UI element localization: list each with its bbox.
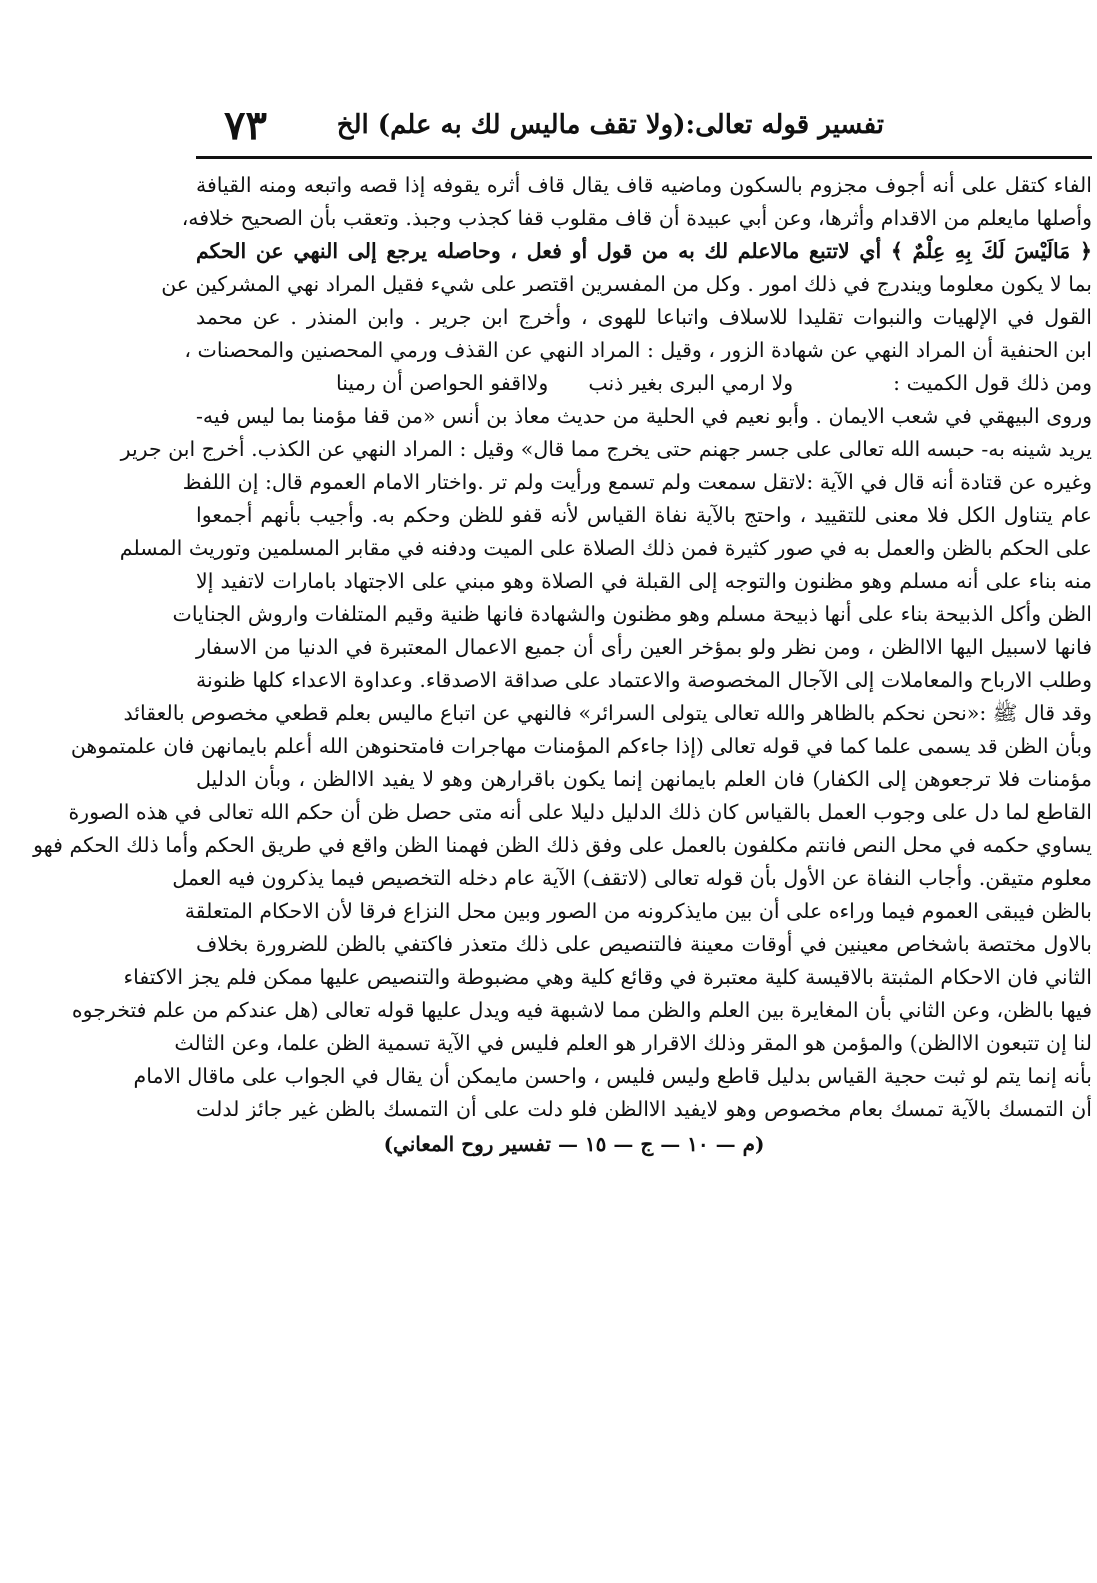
text-line: منه بناء على أنه مسلم وهو مظنون والتوجه إلى القبلة في الصلاة وهو مبني على الاجتهاد بامارات لاتفيد إلا [196, 569, 1092, 593]
text-line: وبأن الظن قد يسمى علما كما في قوله تعالى (إذا جاءكم المؤمنات مهاجرات فامتحنوهن الله أعلم بايمانهن فان علمتموهن [70, 734, 1092, 758]
text-line: الثاني فان الاحكام المثبتة بالاقيسة كلية معتبرة في وقائع كلية وهي مضبوطة والتنصيص عليها ممكن فلم يجز الاكتفاء [123, 965, 1092, 989]
text-line: مؤمنات فلا ترجعوهن إلى الكفار) فان العلم بايمانهن إنما يكون باقرارهن وهو لا يفيد الاالظن ، وبأن الدليل [196, 767, 1092, 791]
header-rule [196, 156, 1092, 159]
page-number: ٧٣ [224, 102, 267, 149]
text-line: القاطع لما دل على وجوب العمل بالقياس كان ذلك الدليل دليلا على أنه متى حصل ظن أن حكم الله تعالى في هذه الصورة [68, 800, 1092, 824]
text-line: القول في الإلهيات والنبوات تقليدا للاسلاف واتباعا للهوى ، وأخرج ابن جرير . وابن المنذر . عن محمد [196, 305, 1092, 329]
poem-hemistich-2: ولااقفو الحواصن أن رمينا [336, 371, 549, 395]
text-line: أن التمسك بالآية تمسك بعام مخصوص وهو لايفيد الاالظن فلو دلت على أن التمسك بالظن غير جائز لدلت [196, 1097, 1092, 1121]
text-line: ﴿ مَالَيْسَ لَكَ بِهِ عِلْمٌ ﴾ أي لاتتبع مالاعلم لك به من قول أو فعل ، وحاصله يرجع إلى النهي عن الحكم [196, 239, 1092, 263]
text-line: عام يتناول الكل فلا معنى للتقييد ، واحتج بالآية نفاة القياس لأنه قفو للظن وحكم به. وأجيب بأنهم أجمعوا [196, 503, 1092, 527]
text-line: يريد شينه به- حبسه الله تعالى على جسر جهنم حتى يخرج مما قال» وقيل : المراد النهي عن الكذب. أخرج ابن جرير [120, 437, 1092, 461]
signature-line: (م — ١٠ — ج — ١٥ — تفسير روح المعاني) [383, 1132, 765, 1156]
text-line: وغيره عن قتادة أنه قال في الآية :لاتقل سمعت ولم تسمع ورأيت ولم تر .واختار الامام العموم قال: إن اللفظ [182, 470, 1092, 494]
running-title: تفسير قوله تعالى:(ولا تقف ماليس لك به علم) الخ [336, 110, 884, 140]
body-text-2 [33, 400, 1092, 1126]
poem-intro: ومن ذلك قول الكميت : [893, 371, 1092, 395]
text-line: يساوي حكمه في محل النص فانتم مكلفون بالعمل على وفق ذلك الظن فهمنا الظن واقع في طريق الحكم وأما ذلك الحكم فهو [33, 833, 1092, 857]
body-text-1 [161, 169, 1092, 367]
text-line: وروى البيهقي في شعب الايمان . وأبو نعيم في الحلية من حديث معاذ بن أنس «من قفا مؤمنا بما ليس فيه- [196, 404, 1092, 428]
page [33, 100, 1092, 1156]
text-line: معلوم متيقن. وأجاب النفاة عن الأول بأن قوله تعالى (لاتقف) الآية عام دخله التخصيص فيما يذكرون فيه العمل [172, 866, 1092, 890]
text-line: فيها بالظن، وعن الثاني بأن المغايرة بين العلم والظن مما لاشبهة فيه ويدل عليها قوله تعالى (هل عندكم من علم فتخرجوه [71, 998, 1092, 1022]
text-line: وطلب الارباح والمعاملات إلى الآجال المخصوصة والاعتماد على صداقة الاصدقاء. وعداوة الاعداء كلها ظنونة [196, 668, 1092, 692]
text-line: فانها لاسبيل اليها الاالظن ، ومن نظر ولو بمؤخر العين رأى أن جميع الاعمال المعتبرة في الدنيا من الاسفار [196, 635, 1092, 659]
text-line: الفاء كتقل على أنه أجوف مجزوم بالسكون وماضيه قاف يقال قاف أثره يقوفه إذا قصه واتبعه ومنه القيافة [196, 173, 1092, 197]
text-line: ابن الحنفية أن المراد النهي عن شهادة الزور ، وقيل : المراد النهي عن القذف ورمي المحصنين والمحصنات ، [184, 338, 1092, 362]
text-line: بالاول مختصة باشخاص معينين في أوقات معينة فالتنصيص على ذلك متعذر فاكتفي بالظن للضرورة بخلاف [196, 932, 1092, 956]
text-line: وقد قال ﷺ :«نحن نحكم بالظاهر والله تعالى يتولى السرائر» فالنهي عن اتباع ماليس بعلم قطعي مخصوص بالعقائد [123, 701, 1092, 725]
text-line: بأنه إنما يتم لو ثبت حجية القياس بدليل قاطع وليس فليس ، واحسن مايمكن أن يقال في الجواب على ماقال الامام [133, 1064, 1092, 1088]
text-line: بما لا يكون معلوما ويندرج في ذلك امور . وكل من المفسرين اقتصر على شيء فقيل المراد نهي المشركين عن [161, 272, 1092, 296]
text-line: لنا إن تتبعون الاالظن) والمؤمن هو المقر وذلك الاقرار هو العلم فليس في الآية تسمية الظن علما، وعن الثالث [174, 1031, 1092, 1055]
text-line: على الحكم بالظن والعمل به في صور كثيرة فمن ذلك الصلاة على الميت ودفنه في مقابر المسلمين وتوريث المسلم [119, 536, 1092, 560]
text-line: الظن وأكل الذبيحة بناء على أنها ذبيحة مسلم وهو مظنون والشهادة فانها ظنية وقيم المتلفات واروش الجنايات [172, 602, 1092, 626]
text-line: وأصلها مايعلم من الاقدام وأثرها، وعن أبي عبيدة أن قاف مقلوب قفا كجذب وجبذ. وتعقب بأن الصحيح خلافه، [181, 206, 1092, 230]
poem-hemistichs [336, 367, 793, 400]
poem-hemistich-1: ولا ارمي البرى بغير ذنب [588, 371, 794, 395]
page-header [196, 100, 1092, 152]
poem-verse [196, 367, 1092, 400]
text-line: بالظن فيبقى العموم فيما وراءه على أن بين مايذكرونه من الصور وبين محل النزاع فرقا لأن الاحكام المتعلقة [184, 899, 1092, 923]
